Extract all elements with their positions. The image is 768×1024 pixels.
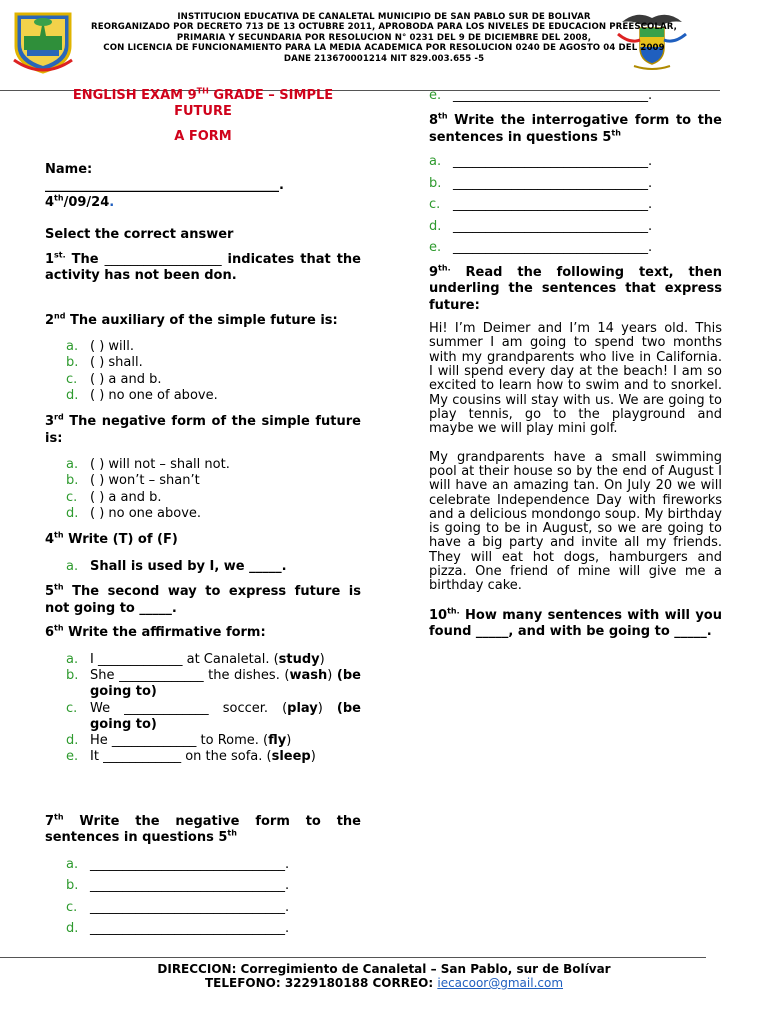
footer-divider bbox=[0, 957, 706, 958]
option-item[interactable]: b. ( ) won’t – shan’t bbox=[66, 473, 200, 489]
answer-line[interactable]: d. ______________________________. bbox=[429, 218, 653, 234]
footer bbox=[0, 962, 768, 990]
question-9: $9^{th.}$ Read the following text, then underling the sentences that express future: bbox=[429, 263, 722, 313]
question-10: $10^{th.}$ How many sentences with will you found _____, and with be going to _____. bbox=[429, 606, 722, 640]
option-item[interactable]: a. ( ) will not – shall not. bbox=[66, 457, 230, 473]
question-8: 8th Write the interrogative form to the sentences in questions 5th bbox=[429, 111, 722, 145]
exam-title: ENGLISH EXAM 9TH GRADE – SIMPLE FUTURE bbox=[72, 86, 334, 119]
option-item[interactable]: e. It ____________ on the sofa. (sleep) bbox=[66, 749, 316, 765]
header-line: CON LICENCIA DE FUNCIONAMIENTO PARA LA MEDIA ACADEMICA POR RESOLUCION 0240 DE AGOSTO 04 DEL 2009 bbox=[103, 43, 665, 54]
option-item[interactable]: b. ( ) shall. bbox=[66, 355, 143, 371]
question-7-options bbox=[66, 857, 361, 938]
option-item[interactable]: d. He _____________ to Rome. (fly) bbox=[66, 733, 292, 749]
footer-contact: TELEFONO: 3229180188 CORREO: iecacoor@gmail.com bbox=[204, 976, 564, 990]
email-link[interactable]: iecacoor@gmail.com bbox=[437, 976, 564, 990]
institution-header bbox=[40, 12, 728, 64]
answer-line[interactable]: d. ______________________________. bbox=[66, 921, 290, 937]
question-5: 5th The second way to express future is not going to _____. bbox=[45, 582, 361, 616]
name-line[interactable]: ____________________________________. bbox=[45, 178, 284, 193]
exam-date: 4th/09/24. bbox=[45, 193, 115, 210]
answer-line[interactable]: e. ______________________________. bbox=[429, 88, 653, 103]
instruction: Select the correct answer bbox=[45, 227, 234, 242]
question-4-options bbox=[66, 559, 361, 575]
answer-line[interactable]: c. ______________________________. bbox=[429, 197, 653, 213]
option-item[interactable]: a. ( ) will. bbox=[66, 339, 135, 354]
option-item[interactable]: d. ( ) no one of above. bbox=[66, 387, 218, 403]
answer-line[interactable]: b. ______________________________. bbox=[66, 878, 290, 894]
answer-line[interactable]: b. ______________________________. bbox=[429, 175, 653, 191]
question-3-options bbox=[66, 457, 361, 522]
right-column bbox=[429, 88, 722, 651]
answer-line[interactable]: a. ______________________________. bbox=[66, 856, 290, 872]
answer-line[interactable]: c. ______________________________. bbox=[66, 899, 290, 915]
question-1: $1^{st.}$ The __________________ indicates that the activity has not been don. bbox=[45, 250, 361, 283]
question-6: 6th Write the affirmative form: bbox=[45, 623, 266, 641]
reading-paragraph[interactable]: My grandparents have a small swimming pool at their house so by the end of August I will have an amazing tan. On July 20 we will celebrate Independence Day with fireworks and a delicious mondongo soup. My birthday is going to be in August, so we are going to have a big party and invite all my friends. They will eat hot dogs, hamburgers and pizza. One friend of mine will give me a birthday cake. bbox=[429, 449, 722, 594]
answer-line[interactable]: a. ______________________________. bbox=[429, 154, 653, 170]
name-label: Name: bbox=[45, 161, 93, 177]
question-3: 3rd The negative form of the simple future is: bbox=[45, 412, 361, 446]
option-item[interactable]: a. I _____________ at Canaletal. (study) bbox=[66, 651, 325, 667]
question-7: 7th Write the negative form to the sentences in questions 5th bbox=[45, 812, 361, 846]
option-item[interactable]: c. ( ) a and b. bbox=[66, 489, 162, 505]
left-column bbox=[45, 88, 361, 948]
exam-form-label: A FORM bbox=[174, 129, 232, 144]
option-item[interactable]: a. Shall is used by I, we _____. bbox=[66, 558, 287, 574]
question-4: 4th Write (T) of (F) bbox=[45, 531, 178, 548]
question-2: 2nd The auxiliary of the simple future is: bbox=[45, 311, 338, 328]
answer-line[interactable]: e. ______________________________. bbox=[429, 240, 653, 256]
option-item[interactable]: c. We _____________ soccer. (play) (be going to) bbox=[66, 700, 361, 732]
question-8-options bbox=[429, 154, 722, 256]
option-item[interactable]: c. ( ) a and b. bbox=[66, 371, 162, 387]
reading-passage bbox=[429, 322, 722, 594]
question-7-options-continued bbox=[429, 88, 722, 104]
header-line: REORGANIZADO POR DECRETO 713 DE 13 OCTUBRE 2011, APROBODA PARA LOS NIVELES DE EDUCACION PREESCOLAR, bbox=[91, 22, 677, 33]
header-line: PRIMARIA Y SECUNDARIA POR RESOLUCION N° 0231 DEL 9 DE DICIEMBRE DEL 2008, bbox=[176, 32, 592, 43]
question-6-options bbox=[66, 652, 361, 766]
option-item[interactable]: b. She _____________ the dishes. (wash) (be going to) bbox=[66, 667, 361, 700]
footer-address: DIRECCION: Corregimiento de Canaletal – San Pablo, sur de Bolívar bbox=[157, 962, 611, 976]
question-2-options bbox=[66, 339, 361, 404]
reading-paragraph[interactable]: Hi! I’m Deimer and I’m 14 years old. This summer I am going to spend two months with my grandparents who live in California. I will spend every day at the beach! I am so excited to learn how to swim and to snorkel. My cousins will stay with us. We are going to play tennis, go to the playground and maybe we will play mini golf. bbox=[429, 321, 722, 437]
option-item[interactable]: d. ( ) no one above. bbox=[66, 506, 202, 522]
header-line: INSTITUCION EDUCATIVA DE CANALETAL MUNICIPIO DE SAN PABLO SUR DE BOLIVAR bbox=[177, 12, 591, 22]
header-line: DANE 213670001214 NIT 829.003.655 -5 bbox=[283, 53, 485, 64]
